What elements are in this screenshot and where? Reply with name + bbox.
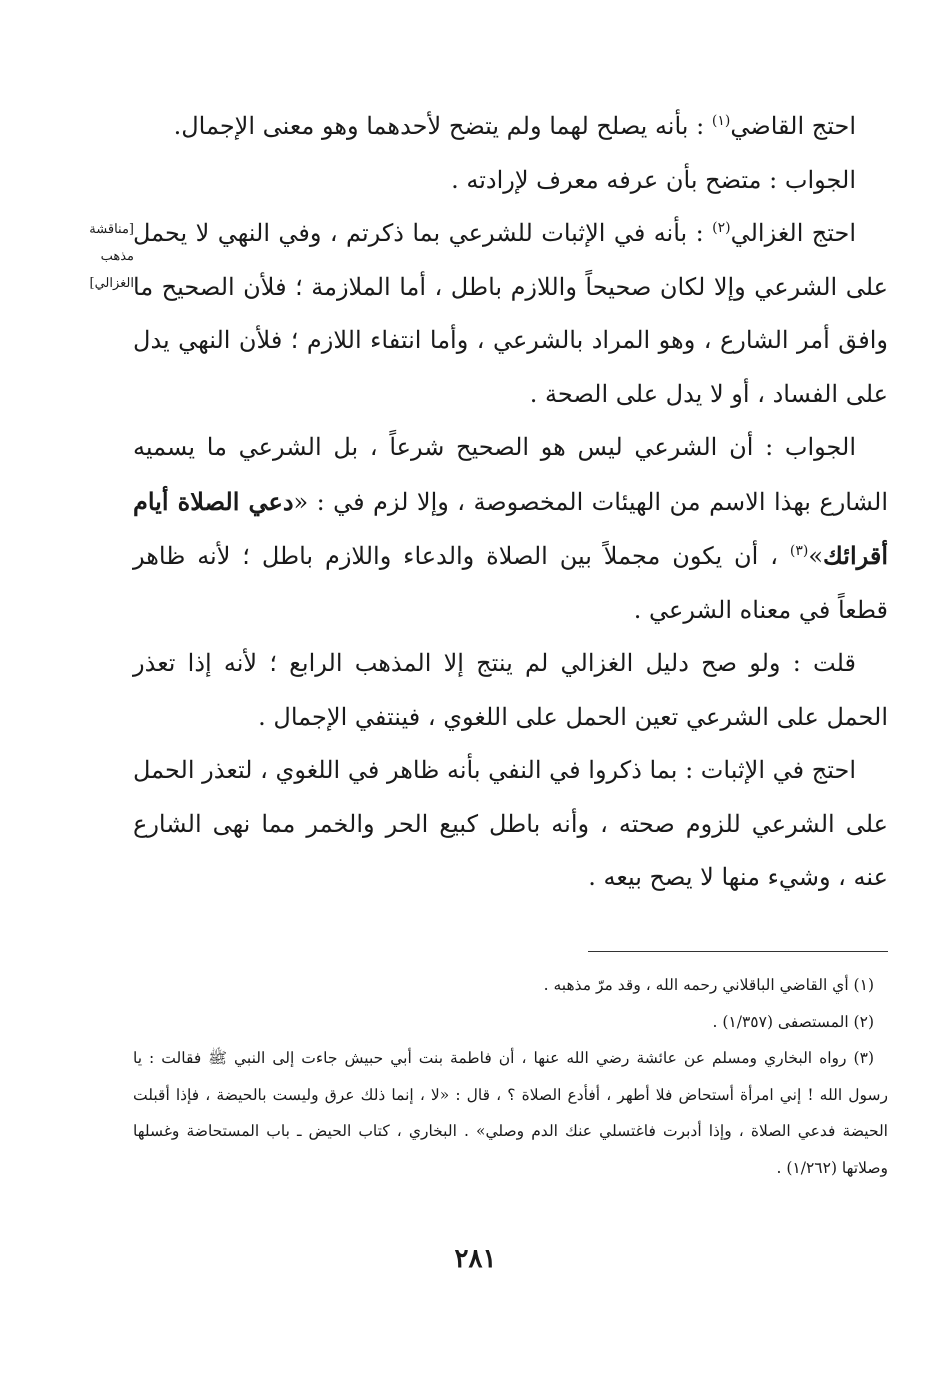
paragraph-ithbat: احتج في الإثبات : بما ذكروا في النفي بأنه ظاهر في اللغوي ، لتعذر الحمل على الشرعي للزوم صحته ، وأنه باطل كبيع الحر والخمر مما نهى الشارع عنه ، وشيء منها لا يصح بيعه . — [133, 756, 888, 891]
paragraph-answer-2 — [133, 421, 888, 637]
paragraph-lead: احتج الغزالي — [730, 219, 857, 247]
footnote-ref: (١) — [711, 113, 731, 129]
main-text — [133, 100, 888, 905]
paragraph-answer-1: الجواب : متضح بأن عرفه معرف لإرادته . — [451, 165, 856, 194]
paragraph-qultu: قلت : ولو صح دليل الغزالي لم ينتج إلا المذهب الرابع ؛ لأنه إذا تعذر الحمل على الشرعي تعين الحمل على اللغوي ، فينتفي الإجمال . — [133, 649, 888, 731]
paragraph-qadi-argument — [133, 100, 888, 154]
margin-note-line: [مناقشة — [89, 222, 134, 237]
margin-note-line: مذهب — [100, 249, 134, 264]
footnotes — [133, 967, 888, 1186]
paragraph-rest: : بأنه يصلح لهما ولم يتضح لأحدهما وهو معنى الإجمال. — [173, 112, 705, 140]
footnote-3: (٣) رواه البخاري ومسلم عن عائشة رضي الله عنها ، أن فاطمة بنت أبي حبيش جاءت إلى النبي ﷺ فقالت : يا رسول الله ! إني امرأة أستحاض فلا أطهر ، أفأدع الصلاة ؟ ، قال : «لا ، إنما ذلك عرق وليست بالحيضة ، فإذا أقبلت الحيضة فدعي الصلاة ، وإذا أدبرت فاغتسلي عنك الدم وصلي» . البخاري ، كتاب الحيض ـ باب المستحاضة وغسلها وصلاتها (١/٢٦٢) . — [133, 1049, 888, 1177]
margin-note-line: الغزالي] — [89, 276, 134, 291]
footnote-2: (٢) المستصفى (١/٣٥٧) . — [712, 1012, 874, 1031]
paragraph-rest: : بأنه في الإثبات للشرعي بما ذكرتم ، وفي النهي لا يحمل على الشرعي وإلا لكان صحيحاً واللازم باطل ، أما الملازمة ؛ فلأن الصحيح ما وافق أمر الشارع ، وهو المراد بالشرعي ، وأما انتفاء اللازم ؛ فلأن النهي يدل على الفساد ، أو لا يدل على الصحة . — [133, 219, 888, 408]
margin-note — [72, 216, 134, 297]
quote-close: » — [808, 542, 824, 570]
footnote-1: (١) أي القاضي الباقلاني رحمه الله ، وقد مرّ مذهبه . — [543, 976, 874, 994]
footnote-ref: (٣) — [789, 543, 809, 559]
footnote-separator — [588, 951, 888, 952]
paragraph-rest: ، أن يكون مجملاً بين الصلاة والدعاء واللازم باطل ؛ لأنه ظاهر قطعاً في معناه الشرعي . — [133, 542, 888, 624]
hadith-quote: دعي الصلاة أيام أقرائك — [133, 486, 888, 570]
paragraph-lead: الجواب : أن الشرعي ليس هو الصحيح شرعاً ، بل الشرعي ما يسميه الشارع بهذا الاسم من الهيئات المخصوصة ، وإلا لزم في : « — [133, 433, 888, 516]
paragraph-ghazali-argument — [133, 207, 888, 421]
footnote-ref: (٢) — [712, 220, 731, 236]
paragraph-lead: احتج القاضي — [730, 112, 856, 140]
page-number: ٢٨١ — [454, 1244, 497, 1274]
